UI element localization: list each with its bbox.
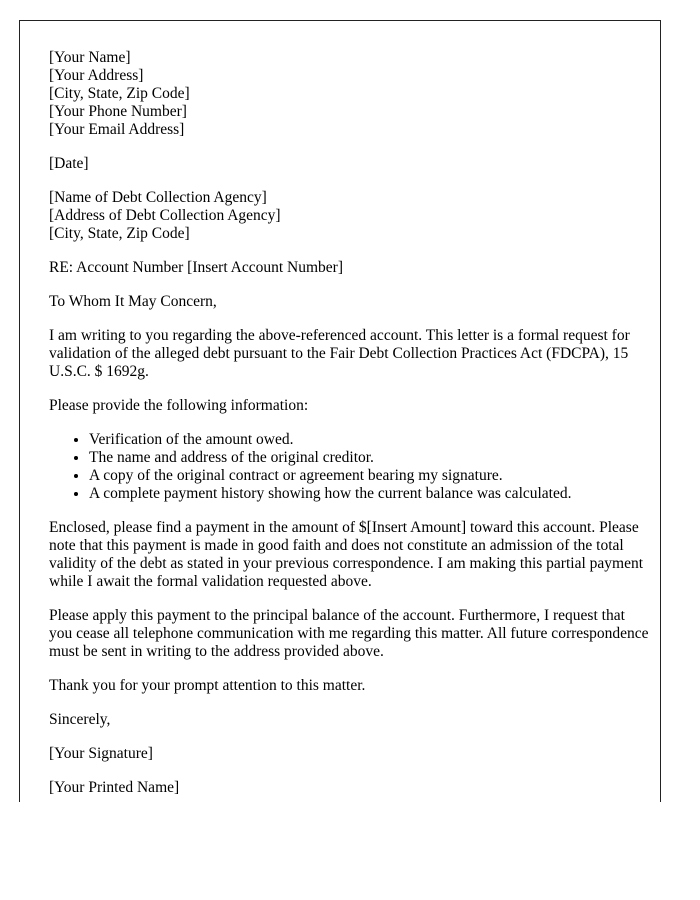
recipient-address: [Address of Debt Collection Agency] <box>49 207 281 224</box>
sender-block <box>49 49 649 139</box>
sender-city-state-zip: [City, State, Zip Code] <box>49 85 190 102</box>
list-item: • Verification of the amount owed. <box>89 431 649 449</box>
sender-address: [Your Address] <box>49 67 144 84</box>
letter-content <box>49 49 649 797</box>
request-intro-paragraph: Please provide the following information: <box>49 397 309 414</box>
list-item: • A copy of the original contract or agreement bearing my signature. <box>89 467 649 485</box>
payment-paragraph: Enclosed, please find a payment in the amount of $[Insert Amount] toward this account. Please note that this payment is made in good faith and does not constitute an admission of the total validity of the debt as stated in your previous correspondence. I am making this partial payment while I await the formal validation requested above. <box>49 519 644 590</box>
printed-name: [Your Printed Name] <box>49 779 180 796</box>
list-item: • The name and address of the original creditor. <box>89 449 649 467</box>
recipient-name: [Name of Debt Collection Agency] <box>49 189 267 206</box>
sender-name: [Your Name] <box>49 49 131 66</box>
sender-email: [Your Email Address] <box>49 121 185 138</box>
requested-items-list <box>49 431 649 503</box>
intro-paragraph: I am writing to you regarding the above-referenced account. This letter is a formal request for validation of the alleged debt pursuant to the Fair Debt Collection Practices Act (FDCPA), 15 U.S.C. $ 1692g. <box>49 327 630 380</box>
sender-phone: [Your Phone Number] <box>49 103 187 120</box>
letter-page <box>19 20 661 802</box>
letter-date: [Date] <box>49 155 89 172</box>
recipient-block <box>49 189 649 243</box>
closing: Sincerely, <box>49 711 111 728</box>
signature-placeholder: [Your Signature] <box>49 745 153 762</box>
list-item: • A complete payment history showing how the current balance was calculated. <box>89 485 649 503</box>
instructions-paragraph: Please apply this payment to the principal balance of the account. Furthermore, I request that you cease all telephone communication with me regarding this matter. All future correspondence must be sent in writing to the address provided above. <box>49 607 649 660</box>
thanks-paragraph: Thank you for your prompt attention to this matter. <box>49 677 366 694</box>
recipient-city-state-zip: [City, State, Zip Code] <box>49 225 190 242</box>
salutation: To Whom It May Concern, <box>49 293 217 310</box>
subject-line: RE: Account Number [Insert Account Number] <box>49 259 343 276</box>
